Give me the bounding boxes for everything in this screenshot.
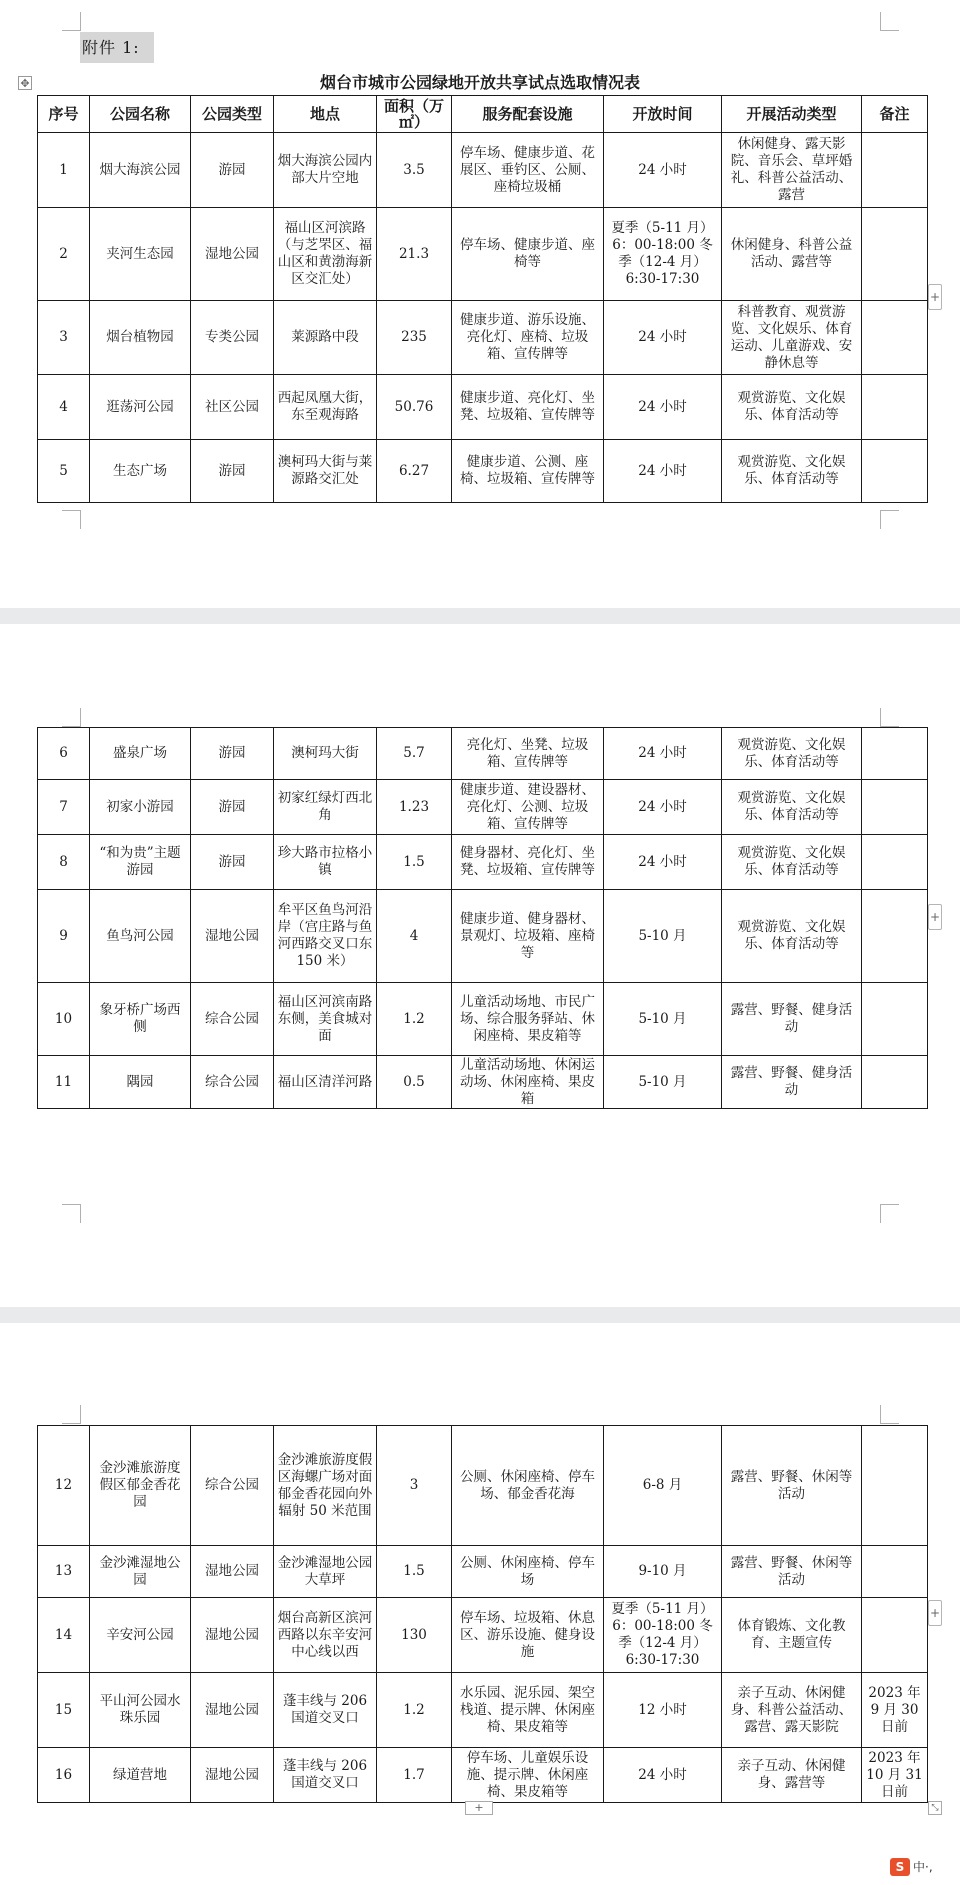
cell-facilities: 健康步道、游乐设施、亮化灯、座椅、垃圾箱、宣传牌等 [452, 301, 604, 375]
cell-location: 烟台高新区滨河西路以东辛安河中心线以西 [274, 1598, 377, 1673]
cell-type: 湿地公园 [191, 1673, 274, 1748]
cell-remark [862, 728, 928, 780]
table-resize-handle[interactable]: ⤡ [928, 1801, 942, 1815]
cell-location: 初家红绿灯西北角 [274, 780, 377, 835]
table-row [38, 890, 928, 983]
cell-location: 金沙滩旅游度假区海螺广场对面郁金香花园向外辐射 50 米范围 [274, 1426, 377, 1546]
cell-no: 9 [38, 890, 90, 983]
table-row [38, 375, 928, 440]
table-row [38, 780, 928, 835]
cell-hours: 24 小时 [604, 301, 722, 375]
cell-hours: 夏季（5-11 月）6：00-18:00 冬季（12-4 月）6:30-17:30 [604, 208, 722, 301]
cell-activities: 亲子互动、休闲健身、科普公益活动、露营、露天影院 [722, 1673, 862, 1748]
cell-name: 烟台植物园 [90, 301, 191, 375]
cell-type: 综合公园 [191, 983, 274, 1056]
crop-mark [62, 1204, 81, 1223]
cell-no: 12 [38, 1426, 90, 1546]
cell-area: 4 [377, 890, 452, 983]
cell-no: 15 [38, 1673, 90, 1748]
cell-hours: 24 小时 [604, 440, 722, 503]
cell-remark: 2023 年 10 月 31 日前 [862, 1748, 928, 1803]
cell-remark [862, 1546, 928, 1598]
cell-area: 1.2 [377, 1673, 452, 1748]
cell-name: 平山河公园水珠乐园 [90, 1673, 191, 1748]
header-cell-activities: 开展活动类型 [722, 96, 862, 133]
cell-hours: 12 小时 [604, 1673, 722, 1748]
crop-mark [62, 12, 81, 31]
add-column-handle[interactable]: + [928, 284, 942, 310]
cell-remark [862, 301, 928, 375]
cell-type: 湿地公园 [191, 1748, 274, 1803]
cell-hours: 5-10 月 [604, 983, 722, 1056]
cell-hours: 6-8 月 [604, 1426, 722, 1546]
cell-type: 社区公园 [191, 375, 274, 440]
cell-facilities: 停车场、健康步道、花展区、垂钓区、公厕、座椅垃圾桶 [452, 133, 604, 208]
cell-no: 5 [38, 440, 90, 503]
cell-activities: 科普教育、观赏游览、文化娱乐、体育运动、儿童游戏、安静休息等 [722, 301, 862, 375]
cell-location: 珍大路市拉格小镇 [274, 835, 377, 890]
cell-remark [862, 780, 928, 835]
cell-name: 生态广场 [90, 440, 191, 503]
cell-facilities: 亮化灯、坐凳、垃圾箱、宣传牌等 [452, 728, 604, 780]
cell-name: 金沙滩旅游度假区郁金香花园 [90, 1426, 191, 1546]
cell-type: 专类公园 [191, 301, 274, 375]
cell-type: 游园 [191, 133, 274, 208]
cell-location: 西起凤凰大街，东至观海路 [274, 375, 377, 440]
table-row [38, 301, 928, 375]
cell-name: 夹河生态园 [90, 208, 191, 301]
cell-hours: 9-10 月 [604, 1546, 722, 1598]
table-row [38, 440, 928, 503]
table-row [38, 1673, 928, 1748]
cell-activities: 休闲健身、露天影院、音乐会、草坪婚礼、科普公益活动、露营 [722, 133, 862, 208]
cell-facilities: 健康步道、公测、座椅、垃圾箱、宣传牌等 [452, 440, 604, 503]
cell-type: 湿地公园 [191, 208, 274, 301]
cell-name: 象牙桥广场西侧 [90, 983, 191, 1056]
cell-no: 6 [38, 728, 90, 780]
cell-activities: 亲子互动、休闲健身、露营等 [722, 1748, 862, 1803]
cell-no: 16 [38, 1748, 90, 1803]
table-row [38, 728, 928, 780]
header-cell-hours: 开放时间 [604, 96, 722, 133]
cell-no: 2 [38, 208, 90, 301]
table-row [38, 1748, 928, 1803]
cell-name: 初家小游园 [90, 780, 191, 835]
cell-no: 10 [38, 983, 90, 1056]
cell-facilities: 停车场、儿童娱乐设施、提示牌、休闲座椅、果皮箱等 [452, 1748, 604, 1803]
cell-activities: 观赏游览、文化娱乐、体育活动等 [722, 440, 862, 503]
cell-area: 1.23 [377, 780, 452, 835]
cell-location: 牟平区鱼鸟河沿岸（宫庄路与鱼河西路交叉口东 150 米） [274, 890, 377, 983]
cell-area: 1.5 [377, 835, 452, 890]
table-row [38, 835, 928, 890]
cell-name: “和为贵”主题游园 [90, 835, 191, 890]
cell-no: 14 [38, 1598, 90, 1673]
cell-area: 50.76 [377, 375, 452, 440]
cell-hours: 夏季（5-11 月）6：00-18:00 冬季（12-4 月）6:30-17:30 [604, 1598, 722, 1673]
cell-type: 湿地公园 [191, 890, 274, 983]
header-cell-name: 公园名称 [90, 96, 191, 133]
cell-area: 6.27 [377, 440, 452, 503]
cell-hours: 5-10 月 [604, 1056, 722, 1109]
cell-hours: 24 小时 [604, 780, 722, 835]
table-row [38, 208, 928, 301]
cell-facilities: 公厕、休闲座椅、停车场 [452, 1546, 604, 1598]
cell-type: 游园 [191, 780, 274, 835]
header-cell-location: 地点 [274, 96, 377, 133]
cell-activities: 休闲健身、科普公益活动、露营等 [722, 208, 862, 301]
ime-logo-icon: S [890, 1858, 910, 1876]
cell-location: 福山区清洋河路 [274, 1056, 377, 1109]
header-cell-no: 序号 [38, 96, 90, 133]
cell-area: 1.7 [377, 1748, 452, 1803]
cell-location: 蓬丰线与 206 国道交叉口 [274, 1673, 377, 1748]
cell-activities: 露营、野餐、休闲等活动 [722, 1546, 862, 1598]
cell-area: 3 [377, 1426, 452, 1546]
cell-no: 13 [38, 1546, 90, 1598]
cell-type: 湿地公园 [191, 1598, 274, 1673]
cell-name: 逛荡河公园 [90, 375, 191, 440]
crop-mark [62, 1405, 81, 1424]
cell-activities: 露营、野餐、健身活动 [722, 1056, 862, 1109]
park-table-page-1 [37, 95, 928, 503]
cell-facilities: 公厕、休闲座椅、停车场、郁金香花海 [452, 1426, 604, 1546]
cell-no: 11 [38, 1056, 90, 1109]
table-row [38, 133, 928, 208]
cell-type: 湿地公园 [191, 1546, 274, 1598]
cell-hours: 24 小时 [604, 1748, 722, 1803]
cell-facilities: 健康步道、建设器材、亮化灯、公测、垃圾箱、宣传牌等 [452, 780, 604, 835]
cell-remark: 2023 年 9 月 30 日前 [862, 1673, 928, 1748]
table-row [38, 1056, 928, 1109]
cell-area: 1.2 [377, 983, 452, 1056]
cell-no: 3 [38, 301, 90, 375]
cell-hours: 24 小时 [604, 728, 722, 780]
cell-remark [862, 835, 928, 890]
table-move-handle[interactable]: ✥ [18, 76, 32, 90]
cell-hours: 24 小时 [604, 375, 722, 440]
cell-facilities: 儿童活动场地、休闲运动场、休闲座椅、果皮箱 [452, 1056, 604, 1109]
cell-facilities: 健康步道、亮化灯、坐凳、垃圾箱、宣传牌等 [452, 375, 604, 440]
cell-area: 21.3 [377, 208, 452, 301]
cell-location: 莱源路中段 [274, 301, 377, 375]
ime-toolbar[interactable] [888, 1856, 960, 1878]
cell-area: 5.7 [377, 728, 452, 780]
cell-remark [862, 375, 928, 440]
table-row [38, 1546, 928, 1598]
add-column-handle[interactable]: + [928, 904, 942, 930]
table-row [38, 1598, 928, 1673]
cell-activities: 观赏游览、文化娱乐、体育活动等 [722, 728, 862, 780]
add-column-handle[interactable]: + [928, 1600, 942, 1626]
crop-mark [880, 510, 899, 529]
crop-mark [880, 1204, 899, 1223]
cell-remark [862, 440, 928, 503]
header-cell-facilities: 服务配套设施 [452, 96, 604, 133]
cell-name: 金沙滩湿地公园 [90, 1546, 191, 1598]
cell-remark [862, 1056, 928, 1109]
cell-activities: 露营、野餐、健身活动 [722, 983, 862, 1056]
header-cell-type: 公园类型 [191, 96, 274, 133]
cell-activities: 观赏游览、文化娱乐、体育活动等 [722, 375, 862, 440]
page-gap [0, 608, 960, 624]
cell-remark [862, 1426, 928, 1546]
crop-mark [62, 708, 81, 727]
cell-activities: 观赏游览、文化娱乐、体育活动等 [722, 890, 862, 983]
cell-hours: 24 小时 [604, 133, 722, 208]
cell-facilities: 健康步道、健身器材、景观灯、垃圾箱、座椅等 [452, 890, 604, 983]
cell-activities: 观赏游览、文化娱乐、体育活动等 [722, 780, 862, 835]
cell-location: 蓬丰线与 206 国道交叉口 [274, 1748, 377, 1803]
cell-facilities: 停车场、健康步道、座椅等 [452, 208, 604, 301]
cell-type: 游园 [191, 728, 274, 780]
cell-location: 烟大海滨公园内部大片空地 [274, 133, 377, 208]
cell-remark [862, 208, 928, 301]
cell-activities: 露营、野餐、休闲等活动 [722, 1426, 862, 1546]
cell-type: 综合公园 [191, 1056, 274, 1109]
cell-no: 1 [38, 133, 90, 208]
header-cell-remark: 备注 [862, 96, 928, 133]
attachment-label: 附件 1: [80, 32, 154, 63]
cell-location: 福山区河滨南路东侧，美食城对面 [274, 983, 377, 1056]
header-cell-area: 面积（万㎡） [377, 96, 452, 133]
cell-type: 综合公园 [191, 1426, 274, 1546]
cell-remark [862, 1598, 928, 1673]
cell-type: 游园 [191, 440, 274, 503]
cell-activities: 体育锻炼、文化教育、主题宣传 [722, 1598, 862, 1673]
cell-type: 游园 [191, 835, 274, 890]
cell-remark [862, 890, 928, 983]
cell-no: 4 [38, 375, 90, 440]
cell-no: 8 [38, 835, 90, 890]
cell-facilities: 健身器材、亮化灯、坐凳、垃圾箱、宣传牌等 [452, 835, 604, 890]
ime-status-text: 中·, [913, 1860, 933, 1874]
cell-no: 7 [38, 780, 90, 835]
cell-activities: 观赏游览、文化娱乐、体育活动等 [722, 835, 862, 890]
cell-hours: 24 小时 [604, 835, 722, 890]
table-row [38, 1426, 928, 1546]
crop-mark [880, 1405, 899, 1424]
document-title: 烟台市城市公园绿地开放共享试点选取情况表 [319, 73, 640, 92]
cell-area: 130 [377, 1598, 452, 1673]
cell-location: 澳柯玛大街与莱源路交汇处 [274, 440, 377, 503]
add-row-handle[interactable]: + [465, 1801, 493, 1815]
cell-area: 3.5 [377, 133, 452, 208]
cell-name: 辛安河公园 [90, 1598, 191, 1673]
cell-area: 235 [377, 301, 452, 375]
park-table-page-3 [37, 1425, 928, 1803]
cell-facilities: 停车场、垃圾箱、休息区、游乐设施、健身设施 [452, 1598, 604, 1673]
cell-location: 福山区河滨路（与芝罘区、福山区和黄渤海新区交汇处） [274, 208, 377, 301]
cell-hours: 5-10 月 [604, 890, 722, 983]
cell-remark [862, 983, 928, 1056]
cell-facilities: 水乐园、泥乐园、架空栈道、提示牌、休闲座椅、果皮箱等 [452, 1673, 604, 1748]
cell-location: 澳柯玛大街 [274, 728, 377, 780]
cell-remark [862, 133, 928, 208]
cell-name: 烟大海滨公园 [90, 133, 191, 208]
cell-facilities: 儿童活动场地、市民广场、综合服务驿站、休闲座椅、果皮箱等 [452, 983, 604, 1056]
cell-area: 1.5 [377, 1546, 452, 1598]
cell-name: 绿道营地 [90, 1748, 191, 1803]
cell-name: 盛泉广场 [90, 728, 191, 780]
page-gap [0, 1307, 960, 1323]
park-table-page-2 [37, 727, 928, 1109]
table-row [38, 983, 928, 1056]
cell-name: 隅园 [90, 1056, 191, 1109]
cell-name: 鱼鸟河公园 [90, 890, 191, 983]
crop-mark [880, 12, 899, 31]
crop-mark [880, 708, 899, 727]
cell-area: 0.5 [377, 1056, 452, 1109]
crop-mark [62, 510, 81, 529]
cell-location: 金沙滩湿地公园大草坪 [274, 1546, 377, 1598]
